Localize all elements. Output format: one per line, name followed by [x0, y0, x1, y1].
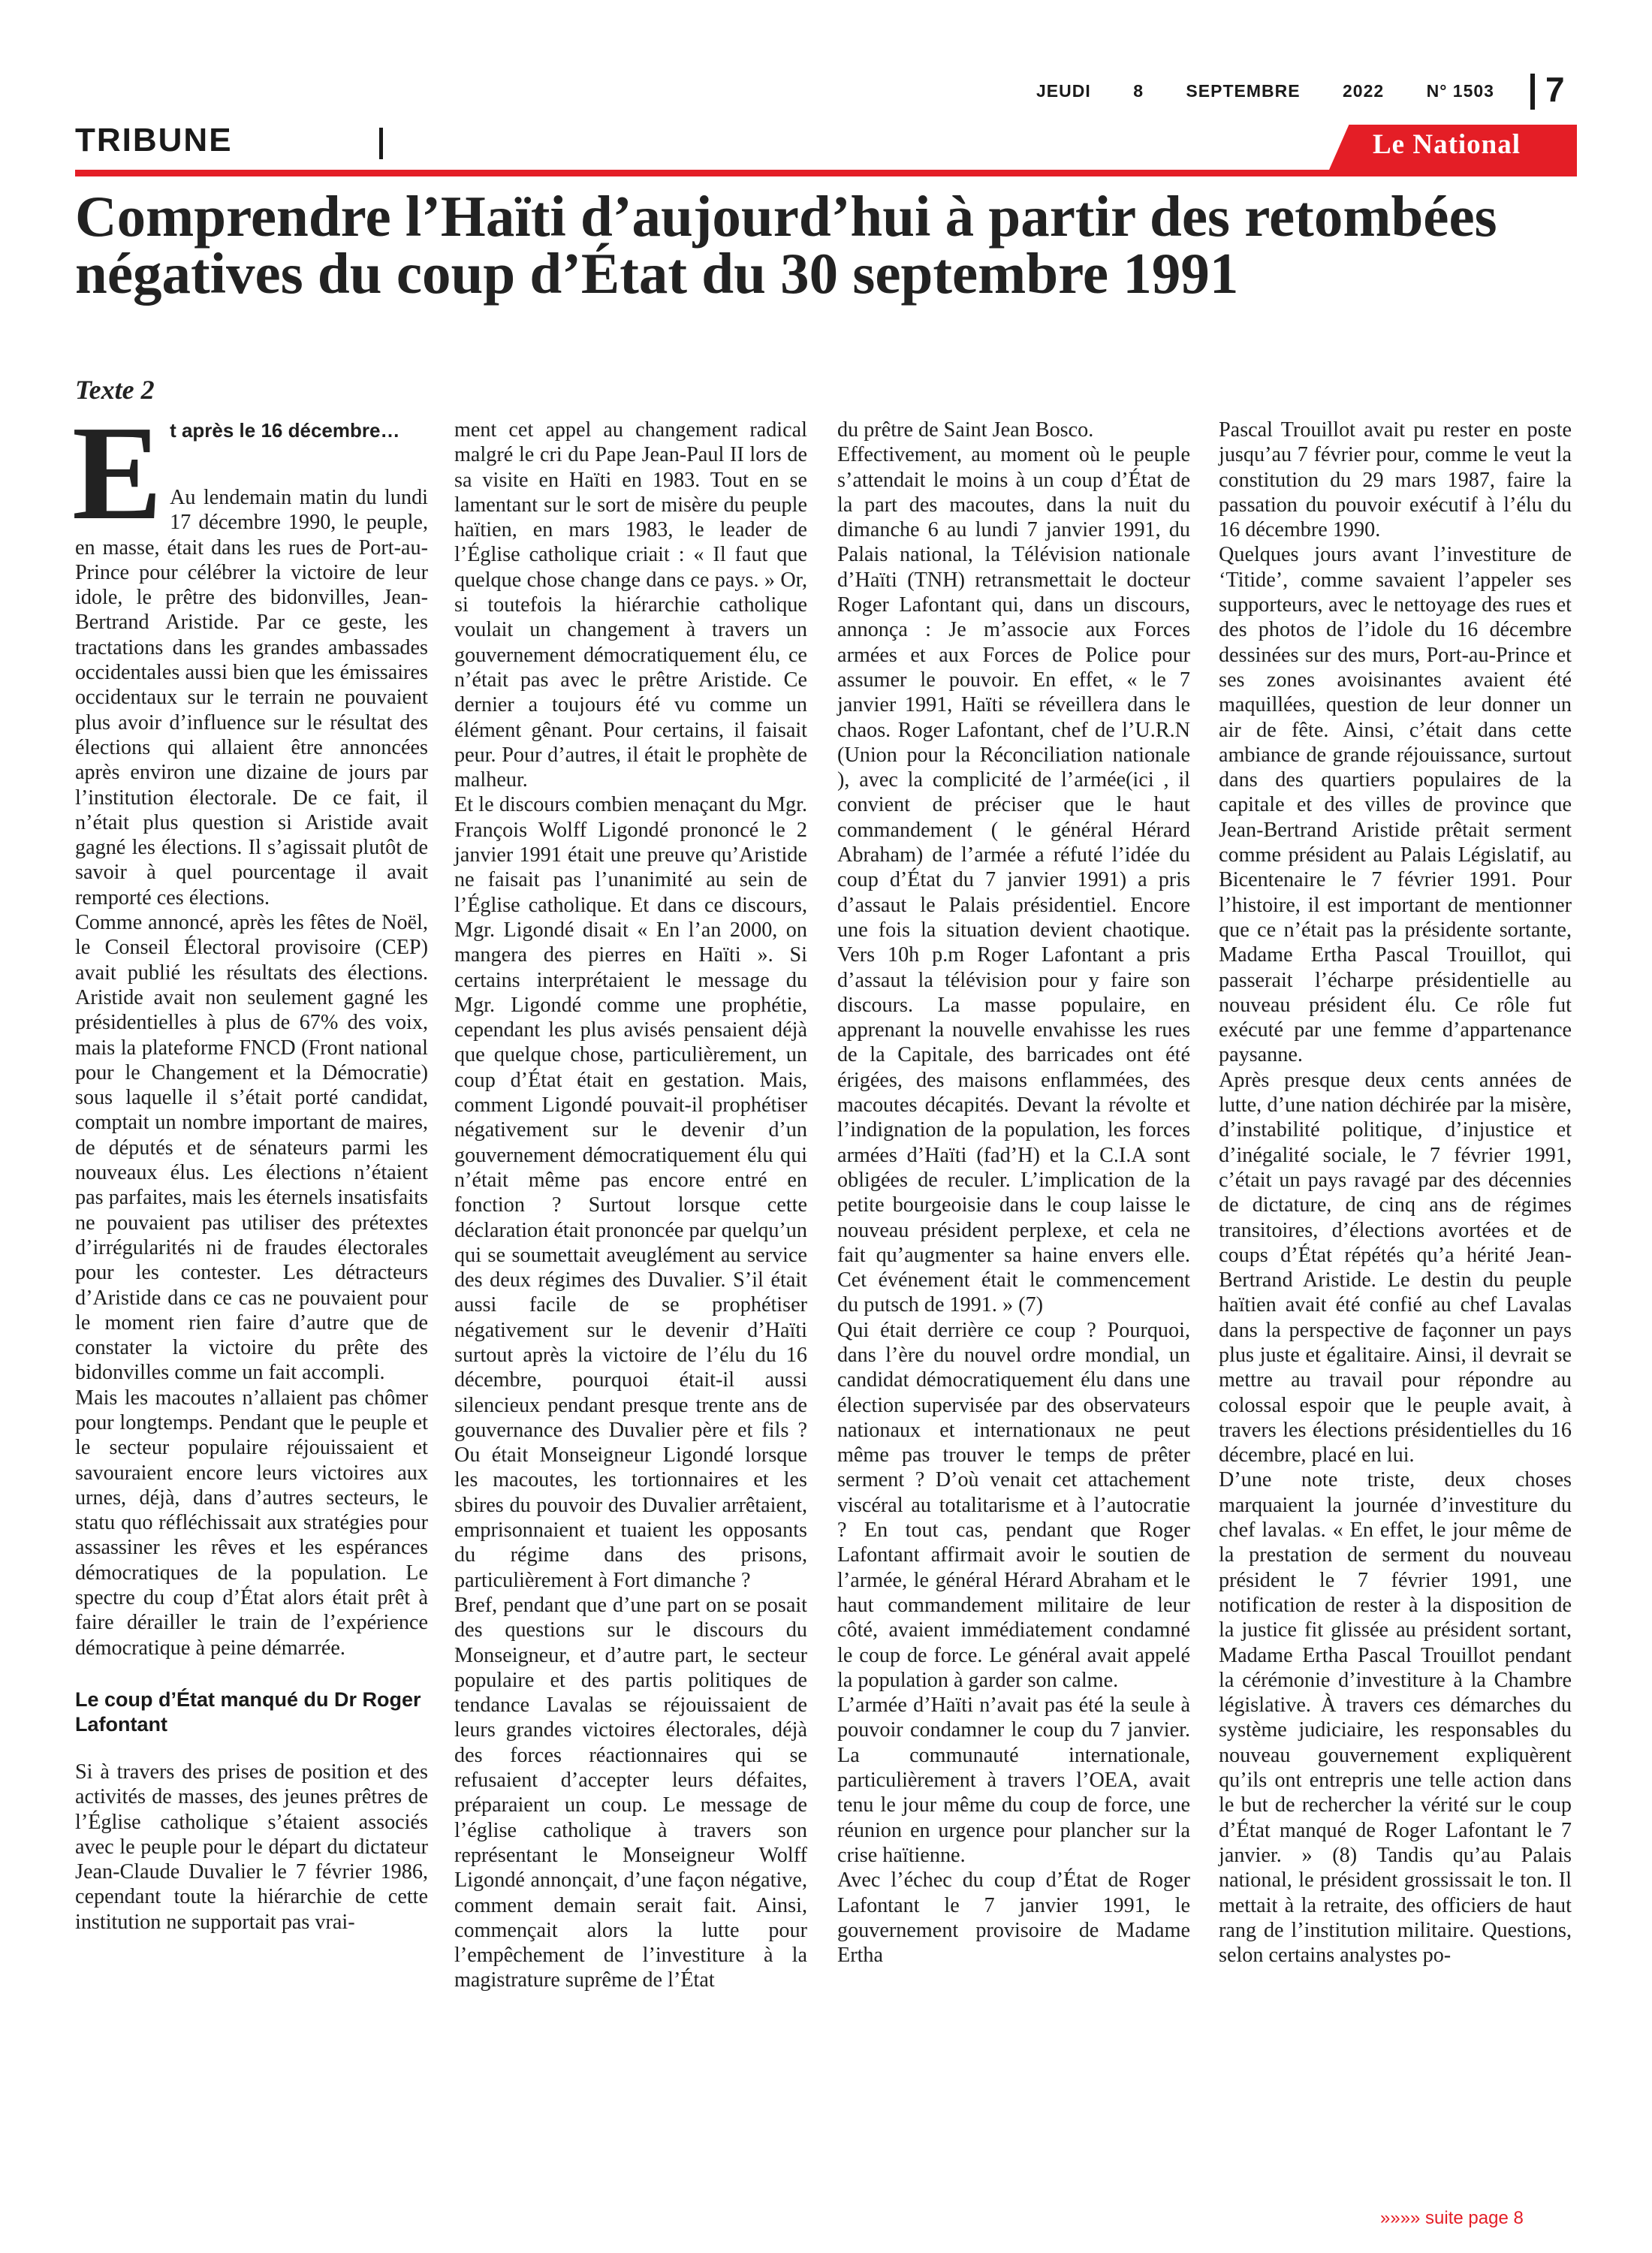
paragraph: L’armée d’Haïti n’avait pas été la seule à pouvoir condamner le coup du 7 janvier. La communauté internationale, particulièrement à travers l’OEA, avait tenu le jour même du coup de force, une réunion en urgence pour plancher sur la crise haïtienne.	[837, 1694, 1190, 1867]
article-title: Comprendre l’Haïti d’aujourd’hui à partir des retombées négatives du coup d’État du 30 septembre 1991	[75, 184, 1497, 306]
paragraph: D’une note triste, deux choses marquaient la journée d’investiture du chef lavalas. « En effet, le jour même de la prestation de serment du nouveau président le 7 février 1991, une notification de rester à la disposition de la justice fit glissée au président sortant, Madame Ertha Pascal Trouillot pendant la cérémonie d’investiture à la Chambre législative. À travers ces démarches du système judiciaire, les responsables du nouveau gouvernement expliquèrent qu’ils ont entrepris une telle action dans le but de rechercher la vérité sur le coup d’État manqué de Roger Lafontant le 7 janvier. » (8) Tandis qu’au Palais national, le président grossissait le ton. Il mettait à la retraite, des officiers de haut rang de l’institution militaire. Questions, selon certains analystes po-	[1219, 1468, 1572, 1968]
page-number-divider	[1530, 74, 1535, 110]
section-subheading: Le coup d’État manqué du Dr Roger Lafontant	[75, 1687, 421, 1736]
paragraph: Bref, pendant que d’une part on se posait des questions sur le discours du Monseigneur, et d’autre part, le secteur populaire et des partis politiques de tendance Lavalas se réjouissaient de leurs grandes victoires électorales, déjà des forces réactionnaires qui se refusaient d’accepter leurs défaites, préparaient un coup. Le message de l’église catholique à travers son représentant le Monseigneur Wolff Ligondé annonçait, d’une façon négative, comment demain serait fait. Ainsi, commençait alors la lutte pour l’empêchement de l’investiture à la magistrature suprême de l’État	[454, 1593, 807, 1992]
article-column-1	[72, 398, 428, 1935]
brand-name: Le National	[1373, 129, 1521, 160]
article-column-2	[454, 418, 807, 1993]
lead-heading: t après le 16 décembre…	[170, 419, 400, 442]
paragraph: ment cet appel au changement radical malgré le cri du Pape Jean-Paul II lors de sa visite en Haïti en 1983. Tout en se lamentant sur le sort de misère du peuple haïtien, en mars 1983, le leader de l’Église catholique criait : « Il faut que quelque chose change dans ce pays. » Or, si toutefois la hiérarchie catholique voulait un changement à travers un gouvernement démocratiquement élu, ce n’était pas avec le prêtre Aristide. Ce dernier a toujours été vu comme un élément gênant. Pour certains, il faisait peur. Pour d’autres, il était le prophète de malheur.	[454, 418, 807, 792]
paragraph: Au lendemain matin du lundi 17 décembre 1990, le peuple, en masse, était dans les rues de Port-au-Prince pour célébrer la victoire de leur idole, le prêtre des bidonvilles, Jean-Bertrand Aristide. Par ce geste, les tractations dans les grandes ambassades occidentales aussi bien que les émissaires occidentaux sur le terrain ne pouvaient plus avoir d’influence sur le résultat des élections qui allaient être annoncées après environ une dizaine de jours par l’institution électorale. De ce fait, il n’était plus question si Aristide avait gagné les élections. Il s’agissait plutôt de savoir à quel pourcentage il avait remporté ces élections.	[75, 486, 428, 909]
rubric-divider	[379, 128, 383, 159]
paragraph: du prêtre de Saint Jean Bosco.	[837, 418, 1094, 442]
paragraph: Effectivement, au moment où le peuple s’attendait le moins à un coup d’État de la part des macoutes, dans la nuit du dimanche 6 au lundi 7 janvier 1991, du Palais national, la Télévision nationale d’Haïti (TNH) retransmettait le docteur Roger Lafontant qui, dans un discours, annonça : Je m’associe aux Forces armées et aux Forces de Police pour assumer le pouvoir. En effet, « le 7 janvier 1991, Haïti se réveillera dans le chaos. Roger Lafontant, chef de l’U.R.N (Union pour la Réconciliation nationale ), avec la complicité de l’armée(ici , il convient de préciser que le haut commandement ( le général Hérard Abraham) de l’armée a réfuté l’idée du coup d’État du 7 janvier 1991) a pris d’assaut le Palais présidentiel. Encore une fois la situation devient chaotique. Vers 10h p.m Roger Lafontant a pris d’assaut la télévision pour y faire son discours. La masse populaire, en apprenant la nouvelle envahisse les rues de la Capitale, des barricades ont été érigées, des maisons enflammées, des macoutes décapités. Devant la révolte et l’indignation de la population, les forces armées d’Haïti (fad’H) et la C.I.A sont obligées de reculer. L’implication de la petite bourgeoisie dans le coup laisse le nouveau président perplexe, et cela ne fait qu’augmenter sa haine envers elle. Cet événement était le commencement du putsch de 1991. » (7)	[837, 443, 1190, 1317]
header-rule	[75, 170, 1577, 176]
issue-day: JEUDI	[1036, 81, 1091, 101]
issue-line	[1036, 81, 1494, 101]
drop-cap: E	[72, 398, 163, 547]
paragraph: Comme annoncé, après les fêtes de Noël, le Conseil Électoral provisoire (CEP) avait publié les résultats des élections. Aristide avait non seulement gagné les présidentielles à plus de 67% des voix, mais la plateforme FNCD (Front national pour le Changement et la Démocratie) sous laquelle il s’était porté candidat, comptait un nombre important de maires, de députés et de sénateurs parmi les nouveaux élus. Les élections n’étaient pas parfaites, mais les éternels insatisfaits ne pouvaient pas utiliser des prétextes d’irrégularités ni de fraudes électorales pour les contester. Les détracteurs d’Aristide dans ce cas ne pouvaient pour le moment rien faire d’autre que de constater la victoire du prête des bidonvilles comme un fait accompli.	[75, 911, 428, 1385]
section-rubric: TRIBUNE	[75, 122, 233, 158]
paragraph: Si à travers des prises de position et des activités de masses, des jeunes prêtres de l’Église catholique s’étaient associés avec le peuple pour le départ du dictateur Jean-Claude Duvalier le 7 février 1986, cependant toute la hiérarchie de cette institution ne supportait pas vrai-	[75, 1760, 428, 1934]
paragraph: Avec l’échec du coup d’État de Roger Lafontant le 7 janvier 1991, le gouvernement provisoire de Madame Ertha	[837, 1868, 1190, 1968]
article-column-3	[837, 418, 1190, 1968]
paragraph: Pascal Trouillot avait pu rester en poste jusqu’au 7 février pour, comme le veut la constitution du 29 mars 1987, faire la passation du pouvoir exécutif à l’élu du 16 décembre 1990.	[1219, 418, 1572, 542]
paragraph: Après presque deux cents années de lutte, d’une nation déchirée par la misère, d’instabilité politique, d’injustice et d’inégalité sociale, le 7 février 1991, c’était un pays ravagé par des décennies de dictature, de cinq ans de régimes transitoires, d’élections avortées et de coups d’État répétés qu’a hérité Jean-Bertrand Aristide. Le destin du peuple haïtien avait été confié au chef Lavalas dans la perspective de façonner un pays plus juste et égalitaire. Ainsi, il devrait se mettre au travail pour répondre au colossal espoir que le peuple avait, à travers les élections présidentielles du 16 décembre, placé en lui.	[1219, 1068, 1572, 1467]
article-subtitle: Texte 2	[75, 375, 155, 405]
paragraph: Et le discours combien menaçant du Mgr. François Wolff Ligondé prononcé le 2 janvier 1991 était une preuve qu’Aristide ne faisait pas l’unanimité au sein de l’Église catholique. Et dans ce discours, Mgr. Ligondé disait « En l’an 2000, on mangera des pierres en Haïti ». Si certains interprétaient le message du Mgr. Ligondé comme une prophétie, cependant les plus avisés pensaient déjà que quelque chose, particulièrement, un coup d’État était en gestation. Mais, comment Ligondé pouvait-il prophétiser négativement sur le devenir d’un gouvernement démocratiquement élu qui n’était même pas encore entré en fonction ? Surtout lorsque cette déclaration était prononcée par quelqu’un qui se soumettait aveuglément au service des deux régimes des Duvalier. S’il était aussi facile de se prophétiser négativement sur le devenir d’Haïti surtout après la victoire de l’élu du 16 décembre, pourquoi était-il aussi silencieux pendant presque trente ans de gouvernance des Duvalier père et fils ? Ou était Monseigneur Ligondé lorsque les macoutes, les tortionnaires et les sbires du pouvoir des Duvalier arrêtaient, emprisonnaient et tuaient les opposants du régime dans des prisons, particulièrement à Fort dimanche ?	[454, 793, 807, 1592]
issue-month: SEPTEMBRE	[1186, 81, 1301, 101]
paragraph: Mais les macoutes n’allaient pas chômer pour longtemps. Pendant que le peuple et le secteur populaire réjouissaient et savouraient encore leurs victoires aux urnes, déjà, dans d’autres secteurs, le statu quo réfléchissait aux stratégies pour assassiner les rêves et les espérances démocratiques de la population. Le spectre du coup d’État alors était prêt à faire dérailler le train de l’expérience démocratique à peine démarrée.	[75, 1386, 428, 1660]
paragraph: Quelques jours avant l’investiture de ‘Titide’, comme savaient l’appeler ses supporteurs, avec le nettoyage des rues et des photos de l’idole du 16 décembre dessinées sur des murs, Port-au-Prince et ses zones avoisinantes avaient été maquillées, question de leur donner un air de fête. Ainsi, c’était dans cette ambiance de grande réjouissance, surtout dans des quartiers populaires de la capitale et des villes de province que Jean-Bertrand Aristide prêtait serment comme président au Palais Législatif, au Bicentenaire le 7 février 1991. Pour l’histoire, il est important de mentionner que ce n’était pas la présidente sortante, Madame Ertha Pascal Trouillot, qui passerait l’écharpe présidentielle au nouveau président élu. Ce rôle fut exécuté par une femme d’appartenance paysanne.	[1219, 543, 1572, 1067]
issue-year: 2022	[1343, 81, 1385, 101]
page-number: 7	[1545, 70, 1565, 109]
issue-date-number: 8	[1133, 81, 1144, 101]
article-column-4	[1219, 418, 1572, 1968]
continuation-link[interactable]: »»»» suite page 8	[1380, 2208, 1524, 2228]
issue-number: N° 1503	[1426, 81, 1494, 101]
paragraph: Qui était derrière ce coup ? Pourquoi, dans l’ère du nouvel ordre mondial, un candidat démocratiquement élu dans une élection supervisée par des observateurs nationaux et internationaux ne peut même pas trouver le temps de prêter serment ? D’où venait cet attachement viscéral au totalitarisme et à l’autocratie ? En tout cas, pendant que Roger Lafontant affirmait avoir le soutien de l’armée, le général Hérard Abraham et le haut commandement militaire de leur côté, avaient immédiatement condamné le coup de force. Le général avait appelé la population à garder son calme.	[837, 1318, 1190, 1692]
